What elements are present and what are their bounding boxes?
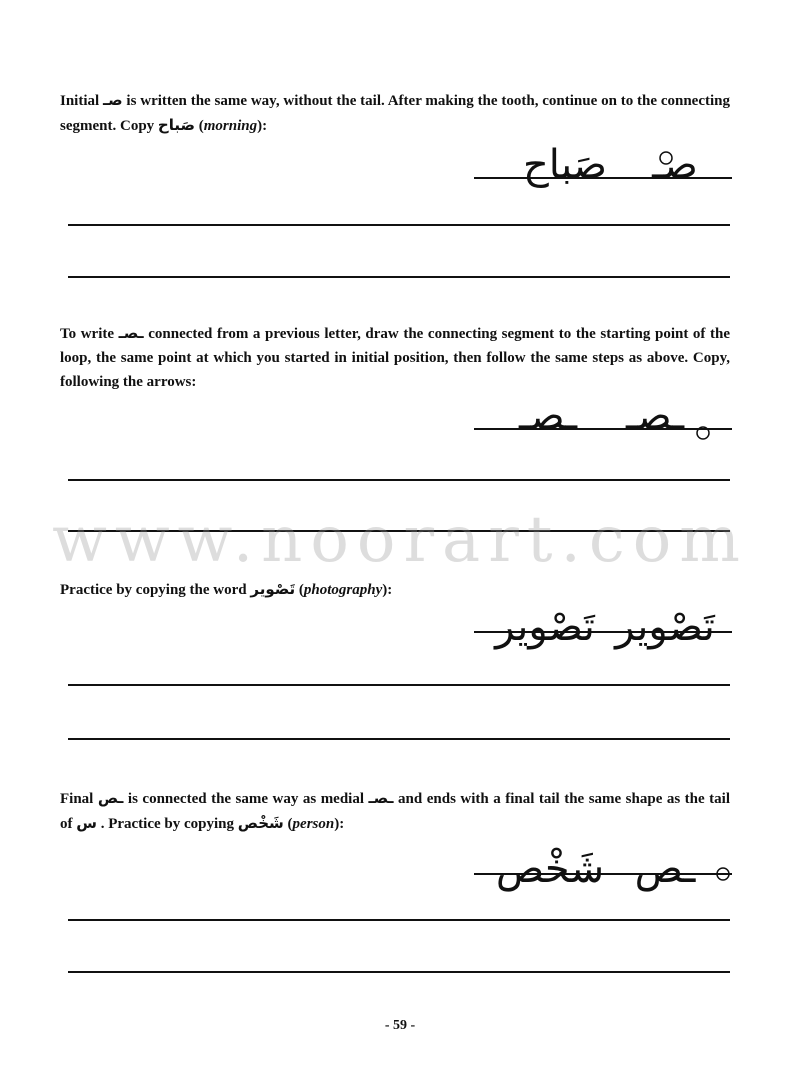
text: . Practice by copying <box>96 816 238 832</box>
practice-line[interactable] <box>68 738 730 740</box>
practice-line[interactable] <box>68 224 730 226</box>
text: ( <box>295 582 304 598</box>
practice-line[interactable] <box>68 276 730 278</box>
gloss: person <box>292 816 335 832</box>
arabic-glyph: ـصـ <box>368 789 394 807</box>
handwriting-model-2 <box>470 385 732 455</box>
handwriting-model-4 <box>470 830 732 900</box>
practice-line[interactable] <box>68 479 730 481</box>
text: Practice by copying the word <box>60 582 251 598</box>
arabic-glyph: س <box>76 814 97 832</box>
arabic-glyph: ـص <box>97 789 124 807</box>
page-number: - 59 - <box>384 1018 416 1033</box>
text: ): <box>382 582 393 598</box>
arabic-word: شَخْص <box>237 814 284 832</box>
text: connected from a previous letter, draw the connecting segment to the starting point of the loop, the same point at which you started in initial position, then follow the same steps as above. Copy, following the arrows: <box>60 326 730 390</box>
practice-line[interactable] <box>68 919 730 921</box>
model-word: شَخْص <box>495 846 605 892</box>
text: ): <box>334 816 345 832</box>
gloss: morning <box>203 118 258 134</box>
model-word-with-arrows: ـص <box>634 846 696 892</box>
text: To write <box>60 326 119 342</box>
text: ): <box>257 118 268 134</box>
handwriting-model-3 <box>470 590 732 660</box>
arabic-word: صَباح <box>157 116 195 134</box>
arabic-word: تَصْوير <box>250 580 296 598</box>
handwriting-model-svg <box>470 830 732 900</box>
instruction-medial-sad <box>60 321 730 394</box>
text: Initial <box>60 93 103 109</box>
text: ( <box>283 816 293 832</box>
gloss: photography <box>303 582 383 598</box>
handwriting-model-svg <box>470 385 732 455</box>
handwriting-model-svg <box>470 130 732 200</box>
practice-line[interactable] <box>68 684 730 686</box>
arabic-glyph: صـ <box>103 91 123 109</box>
arabic-glyph: ـصـ <box>118 324 144 342</box>
handwriting-model-svg <box>470 590 732 660</box>
model-word: صَباح <box>522 142 608 188</box>
text: is connected the same way as medial <box>123 791 369 807</box>
model-word: تَصْوير <box>495 604 595 650</box>
model-word-with-arrows: تَصْوير <box>615 604 715 650</box>
instruction-final-sad <box>60 786 730 836</box>
text: Final <box>60 791 98 807</box>
model-word: ـصـ <box>518 393 578 439</box>
watermark: www.noorart.com <box>52 503 748 577</box>
text: ( <box>194 118 204 134</box>
practice-line[interactable] <box>68 971 730 973</box>
handwriting-model-1 <box>470 130 732 200</box>
model-word-with-arrows: ـصـ <box>625 393 685 439</box>
text: is written the same way, without the tail. After making the tooth, continue on to the connecting segment. Copy <box>60 93 731 134</box>
model-word-with-arrows: صـ <box>652 142 698 188</box>
text: and ends with a final tail the same shape as the tail of <box>60 791 730 832</box>
